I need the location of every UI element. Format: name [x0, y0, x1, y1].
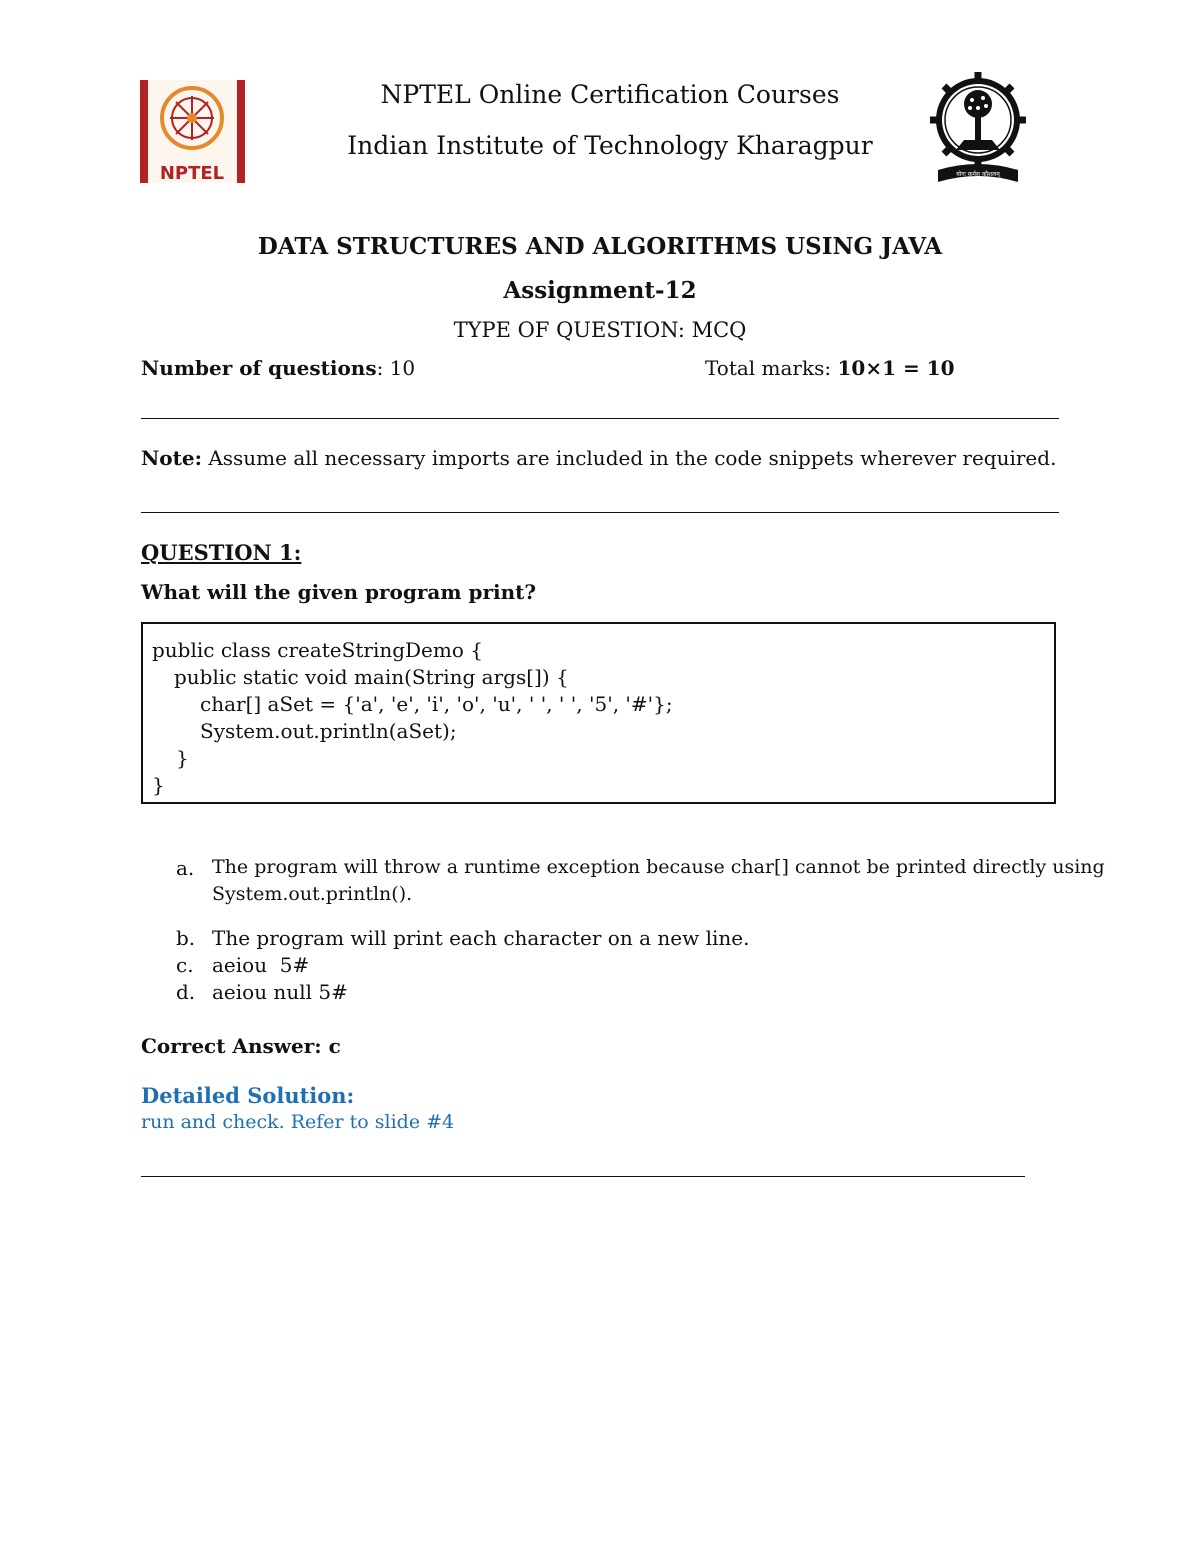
note-text: Assume all necessary imports are included in the code snippets wherever required. [201, 446, 1057, 470]
correct-answer-value: c [328, 1034, 341, 1058]
correct-answer-label: Correct Answer: [141, 1034, 329, 1058]
option-text: The program will print each character on a new line. [212, 926, 750, 950]
header-line-1: NPTEL Online Certification Courses [380, 80, 840, 109]
solution-text: run and check. Refer to slide #4 [141, 1111, 455, 1133]
number-of-questions-value: : 10 [376, 356, 416, 380]
code-line: public class createStringDemo { [152, 638, 483, 662]
divider [141, 418, 1059, 419]
divider [141, 1176, 1025, 1177]
option-text-continued: System.out.println(). [212, 883, 413, 905]
number-of-questions-label: Number of questions [141, 356, 377, 380]
header-line-2: Indian Institute of Technology Kharagpur [347, 131, 873, 160]
total-marks [705, 356, 955, 380]
code-line: public static void main(String args[]) { [174, 665, 569, 689]
note-label: Note: [141, 446, 202, 470]
document-title: DATA STRUCTURES AND ALGORITHMS USING JAVA [257, 233, 943, 260]
option-text: aeiou 5# [212, 953, 310, 977]
code-line: } [176, 746, 189, 770]
question-type: TYPE OF QUESTION: MCQ [453, 318, 747, 342]
divider [141, 512, 1059, 513]
option-letter: d. [176, 980, 196, 1004]
option-letter: a. [176, 856, 195, 880]
iit-kharagpur-logo [928, 70, 1028, 185]
question-heading: QUESTION 1: [141, 540, 302, 565]
iit-logo-motto: योगः कर्मसु कौशलम् [956, 171, 1000, 178]
correct-answer [141, 1034, 341, 1058]
assignment-title: Assignment-12 [503, 277, 697, 304]
question-prompt: What will the given program print? [141, 580, 537, 604]
option-letter: c. [176, 953, 194, 977]
code-line: System.out.println(aSet); [200, 719, 457, 743]
number-of-questions [141, 356, 415, 380]
total-marks-label: Total marks: [705, 356, 838, 380]
total-marks-value: 10×1 = 10 [837, 356, 955, 380]
code-snippet-box [141, 622, 1056, 804]
option-text: aeiou null 5# [212, 980, 348, 1004]
code-line: } [152, 773, 165, 797]
note [141, 446, 1056, 470]
option-text: The program will throw a runtime exception because char[] cannot be printed directly using [212, 856, 1105, 878]
nptel-logo-text: NPTEL [159, 163, 225, 183]
option-letter: b. [176, 926, 196, 950]
code-line: char[] aSet = {'a', 'e', 'i', 'o', 'u', ' ', ' ', '5', '#'}; [200, 692, 673, 716]
nptel-logo [140, 80, 245, 183]
solution-heading: Detailed Solution: [141, 1083, 355, 1108]
